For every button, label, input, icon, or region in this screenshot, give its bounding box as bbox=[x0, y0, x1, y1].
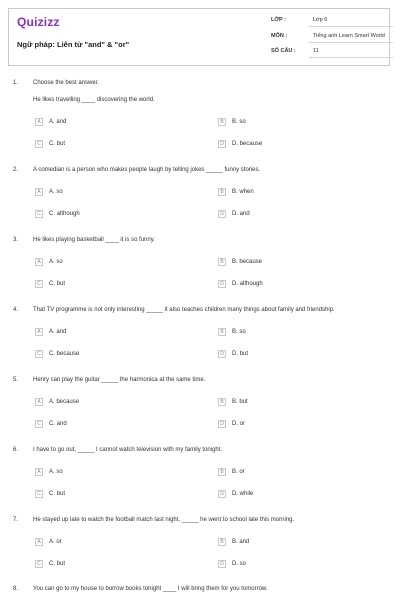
option-letter-box[interactable]: A bbox=[35, 188, 43, 196]
option-letter-box[interactable]: A bbox=[35, 538, 43, 546]
option-a[interactable] bbox=[35, 188, 185, 198]
option-d[interactable] bbox=[218, 140, 368, 150]
option-text: C. but bbox=[49, 491, 66, 497]
option-c[interactable] bbox=[35, 350, 185, 360]
option-letter-box[interactable]: A bbox=[35, 258, 43, 266]
option-d[interactable] bbox=[218, 350, 368, 360]
option-a[interactable] bbox=[35, 468, 185, 478]
option-letter-box[interactable]: C bbox=[35, 350, 43, 358]
option-text: D. although bbox=[232, 281, 263, 287]
question-number: 8. bbox=[13, 586, 19, 592]
option-c[interactable] bbox=[35, 490, 185, 500]
option-letter-box[interactable]: B bbox=[218, 118, 226, 126]
option-letter-box[interactable]: A bbox=[35, 468, 43, 476]
option-b[interactable] bbox=[218, 118, 368, 128]
question-text: That TV programme is not only interesting _____ it also teaches children many things about family and friendship. bbox=[33, 307, 335, 313]
option-letter-box[interactable]: D bbox=[218, 140, 226, 148]
question-text: A comedian is a person who makes people laugh by telling jokes _____ funny stories. bbox=[33, 167, 261, 173]
option-text: A. so bbox=[49, 259, 63, 265]
option-text: D. so bbox=[232, 561, 247, 567]
option-a[interactable] bbox=[35, 398, 185, 408]
meta-label: MÔN : bbox=[271, 33, 288, 39]
option-text: A. so bbox=[49, 469, 63, 475]
option-b[interactable] bbox=[218, 188, 368, 198]
option-text: B. so bbox=[232, 329, 246, 335]
question-1 bbox=[0, 80, 400, 150]
question-text: I have to go out, _____ I cannot watch television with my family tonight. bbox=[33, 447, 223, 453]
option-c[interactable] bbox=[35, 280, 185, 290]
option-text: D. because bbox=[232, 141, 263, 147]
option-letter-box[interactable]: B bbox=[218, 538, 226, 546]
option-text: B. because bbox=[232, 259, 263, 265]
option-letter-box[interactable]: B bbox=[218, 398, 226, 406]
option-d[interactable] bbox=[218, 420, 368, 430]
option-text: C. but bbox=[49, 561, 66, 567]
meta-value: Tiếng anh Learn Smart World bbox=[313, 33, 385, 39]
meta-value: Lớp 6 bbox=[313, 17, 328, 23]
option-text: C. although bbox=[49, 211, 80, 217]
option-letter-box[interactable]: A bbox=[35, 398, 43, 406]
option-text: A. and bbox=[49, 329, 67, 335]
question-number: 2. bbox=[13, 167, 19, 173]
option-letter-box[interactable]: A bbox=[35, 118, 43, 126]
question-2 bbox=[0, 167, 400, 237]
option-text: B. but bbox=[232, 399, 248, 405]
option-c[interactable] bbox=[35, 210, 185, 220]
option-text: C. but bbox=[49, 281, 66, 287]
quizizz-logo: Quizizz bbox=[17, 15, 60, 29]
worksheet-title: Ngữ pháp: Liên từ "and" & "or" bbox=[17, 40, 130, 49]
option-letter-box[interactable]: C bbox=[35, 560, 43, 568]
question-number: 7. bbox=[13, 517, 19, 523]
option-letter-box[interactable]: B bbox=[218, 258, 226, 266]
option-letter-box[interactable]: D bbox=[218, 420, 226, 428]
option-d[interactable] bbox=[218, 560, 368, 570]
option-b[interactable] bbox=[218, 468, 368, 478]
question-3 bbox=[0, 237, 400, 307]
option-c[interactable] bbox=[35, 560, 185, 570]
question-8 bbox=[0, 586, 400, 598]
meta-label: SỐ CÂU : bbox=[271, 48, 296, 54]
question-number: 5. bbox=[13, 377, 19, 383]
option-letter-box[interactable]: A bbox=[35, 328, 43, 336]
option-text: B. or bbox=[232, 469, 245, 475]
question-number: 1. bbox=[13, 80, 19, 86]
option-a[interactable] bbox=[35, 328, 185, 338]
option-letter-box[interactable]: C bbox=[35, 210, 43, 218]
option-text: C. but bbox=[49, 141, 66, 147]
option-letter-box[interactable]: D bbox=[218, 280, 226, 288]
question-number: 3. bbox=[13, 237, 19, 243]
option-text: D. and bbox=[232, 211, 250, 217]
option-text: B. and bbox=[232, 539, 250, 545]
question-6 bbox=[0, 447, 400, 517]
option-d[interactable] bbox=[218, 280, 368, 290]
question-4 bbox=[0, 307, 400, 377]
option-letter-box[interactable]: D bbox=[218, 490, 226, 498]
question-subtext: He likes travelling ____ discovering the world. bbox=[33, 97, 155, 103]
question-number: 6. bbox=[13, 447, 19, 453]
option-b[interactable] bbox=[218, 538, 368, 548]
option-text: A. and bbox=[49, 119, 67, 125]
question-5 bbox=[0, 377, 400, 447]
option-letter-box[interactable]: B bbox=[218, 468, 226, 476]
option-text: D. or bbox=[232, 421, 246, 427]
question-text: He stayed up late to watch the football match last night, _____ he went to school late this morning. bbox=[33, 517, 295, 523]
option-b[interactable] bbox=[218, 328, 368, 338]
question-text: You can go to my house to borrow books tonight ____ I will bring them for you tomorrow. bbox=[33, 586, 268, 592]
option-b[interactable] bbox=[218, 398, 368, 408]
option-letter-box[interactable]: D bbox=[218, 210, 226, 218]
question-text: Choose the best answer. bbox=[33, 80, 100, 86]
meta-value: 11 bbox=[313, 48, 319, 54]
option-letter-box[interactable]: C bbox=[35, 280, 43, 288]
option-letter-box[interactable]: C bbox=[35, 420, 43, 428]
option-letter-box[interactable]: C bbox=[35, 490, 43, 498]
option-a[interactable] bbox=[35, 118, 185, 128]
option-c[interactable] bbox=[35, 420, 185, 430]
option-letter-box[interactable]: D bbox=[218, 350, 226, 358]
question-text: Henry can play the guitar _____ the harmonica at the same time. bbox=[33, 377, 206, 383]
option-a[interactable] bbox=[35, 258, 185, 268]
option-text: C. because bbox=[49, 351, 80, 357]
option-b[interactable] bbox=[218, 258, 368, 268]
question-text: He likes playing basketball ____ it is so funny. bbox=[33, 237, 155, 243]
question-number: 4. bbox=[13, 307, 19, 313]
option-letter-box[interactable]: D bbox=[218, 560, 226, 568]
option-d[interactable] bbox=[218, 210, 368, 220]
option-text: D. while bbox=[232, 491, 254, 497]
question-7 bbox=[0, 517, 400, 587]
option-c[interactable] bbox=[35, 140, 185, 150]
option-d[interactable] bbox=[218, 490, 368, 500]
option-letter-box[interactable]: C bbox=[35, 140, 43, 148]
option-letter-box[interactable]: B bbox=[218, 188, 226, 196]
option-text: B. when bbox=[232, 189, 254, 195]
option-text: A. because bbox=[49, 399, 80, 405]
option-a[interactable] bbox=[35, 538, 185, 548]
option-text: B. so bbox=[232, 119, 246, 125]
option-letter-box[interactable]: B bbox=[218, 328, 226, 336]
option-text: A. so bbox=[49, 189, 63, 195]
option-text: A. or bbox=[49, 539, 62, 545]
option-text: D. but bbox=[232, 351, 249, 357]
meta-label: LỚP : bbox=[271, 17, 286, 23]
option-text: C. and bbox=[49, 421, 67, 427]
